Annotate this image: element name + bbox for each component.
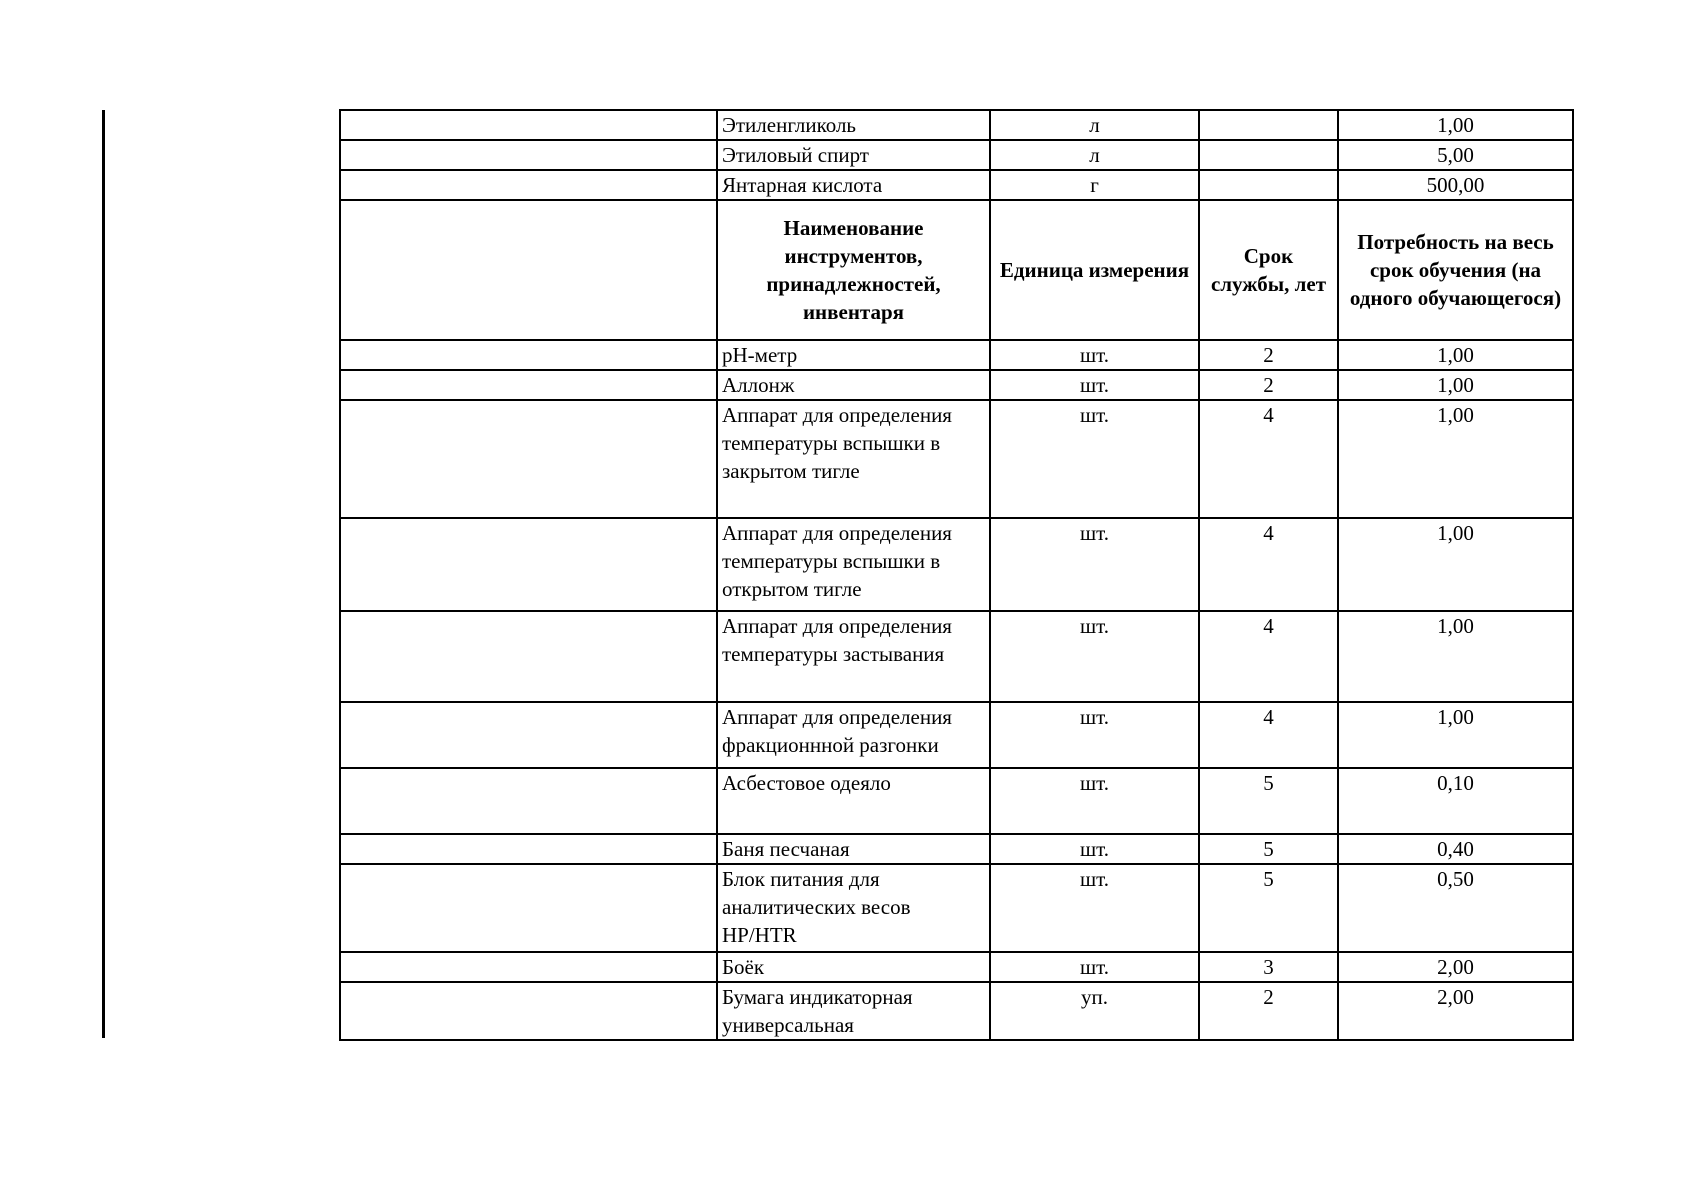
item-name: Этиленгликоль bbox=[717, 110, 990, 140]
empty-cell bbox=[340, 702, 717, 768]
item-unit: шт. bbox=[990, 340, 1199, 370]
item-service-life: 2 bbox=[1199, 340, 1338, 370]
empty-cell bbox=[340, 864, 717, 952]
item-name: Аппарат для определения фракционнной разгонки bbox=[717, 702, 990, 768]
item-service-life bbox=[1199, 110, 1338, 140]
table-row bbox=[340, 611, 1573, 702]
item-unit: л bbox=[990, 110, 1199, 140]
item-quantity: 1,00 bbox=[1338, 370, 1573, 400]
item-quantity: 0,40 bbox=[1338, 834, 1573, 864]
item-service-life: 3 bbox=[1199, 952, 1338, 982]
item-unit: шт. bbox=[990, 768, 1199, 834]
empty-cell bbox=[340, 400, 717, 518]
item-quantity: 1,00 bbox=[1338, 340, 1573, 370]
item-service-life bbox=[1199, 140, 1338, 170]
empty-cell bbox=[340, 982, 717, 1040]
equipment-table bbox=[339, 109, 1574, 1041]
item-unit: шт. bbox=[990, 702, 1199, 768]
item-quantity: 0,50 bbox=[1338, 864, 1573, 952]
item-service-life: 4 bbox=[1199, 702, 1338, 768]
item-name: Этиловый спирт bbox=[717, 140, 990, 170]
item-unit: шт. bbox=[990, 834, 1199, 864]
table-row bbox=[340, 864, 1573, 952]
item-unit: л bbox=[990, 140, 1199, 170]
item-service-life: 4 bbox=[1199, 400, 1338, 518]
item-unit: шт. bbox=[990, 611, 1199, 702]
item-service-life: 5 bbox=[1199, 834, 1338, 864]
table-row bbox=[340, 170, 1573, 200]
item-name: Аппарат для определения температуры вспышки в открытом тигле bbox=[717, 518, 990, 611]
empty-cell bbox=[340, 340, 717, 370]
header-quantity: Потребность на весь срок обучения (на одного обучающегося) bbox=[1338, 200, 1573, 340]
item-service-life: 5 bbox=[1199, 768, 1338, 834]
item-service-life bbox=[1199, 170, 1338, 200]
left-margin-rule bbox=[102, 110, 105, 1038]
item-service-life: 4 bbox=[1199, 518, 1338, 611]
table-row bbox=[340, 702, 1573, 768]
table-row bbox=[340, 982, 1573, 1040]
empty-cell bbox=[340, 200, 717, 340]
table-row bbox=[340, 400, 1573, 518]
item-unit: г bbox=[990, 170, 1199, 200]
table-row bbox=[340, 110, 1573, 140]
item-quantity: 0,10 bbox=[1338, 768, 1573, 834]
item-quantity: 2,00 bbox=[1338, 952, 1573, 982]
item-quantity: 2,00 bbox=[1338, 982, 1573, 1040]
item-unit: шт. bbox=[990, 864, 1199, 952]
item-quantity: 1,00 bbox=[1338, 110, 1573, 140]
empty-cell bbox=[340, 518, 717, 611]
empty-cell bbox=[340, 170, 717, 200]
empty-cell bbox=[340, 952, 717, 982]
item-name: Янтарная кислота bbox=[717, 170, 990, 200]
item-name: Боёк bbox=[717, 952, 990, 982]
item-service-life: 4 bbox=[1199, 611, 1338, 702]
table-row bbox=[340, 518, 1573, 611]
table-row bbox=[340, 370, 1573, 400]
item-unit: шт. bbox=[990, 400, 1199, 518]
item-unit: шт. bbox=[990, 952, 1199, 982]
table-header-row bbox=[340, 200, 1573, 340]
item-quantity: 1,00 bbox=[1338, 702, 1573, 768]
header-unit: Единица измерения bbox=[990, 200, 1199, 340]
empty-cell bbox=[340, 611, 717, 702]
empty-cell bbox=[340, 768, 717, 834]
item-name: Баня песчаная bbox=[717, 834, 990, 864]
empty-cell bbox=[340, 834, 717, 864]
header-name: Наименование инструментов, принадлежностей, инвентаря bbox=[717, 200, 990, 340]
item-quantity: 500,00 bbox=[1338, 170, 1573, 200]
table-row bbox=[340, 140, 1573, 170]
table-row bbox=[340, 952, 1573, 982]
item-name: Блок питания для аналитических весов HP/HTR bbox=[717, 864, 990, 952]
item-quantity: 1,00 bbox=[1338, 518, 1573, 611]
item-name: Асбестовое одеяло bbox=[717, 768, 990, 834]
header-service-life: Срок службы, лет bbox=[1199, 200, 1338, 340]
item-unit: уп. bbox=[990, 982, 1199, 1040]
item-quantity: 5,00 bbox=[1338, 140, 1573, 170]
item-unit: шт. bbox=[990, 370, 1199, 400]
item-service-life: 2 bbox=[1199, 370, 1338, 400]
item-quantity: 1,00 bbox=[1338, 611, 1573, 702]
item-name: Аппарат для определения температуры застывания bbox=[717, 611, 990, 702]
empty-cell bbox=[340, 370, 717, 400]
table-row bbox=[340, 834, 1573, 864]
empty-cell bbox=[340, 110, 717, 140]
item-unit: шт. bbox=[990, 518, 1199, 611]
item-quantity: 1,00 bbox=[1338, 400, 1573, 518]
item-name: Бумага индикаторная универсальная bbox=[717, 982, 990, 1040]
table-row bbox=[340, 340, 1573, 370]
item-name: Аллонж bbox=[717, 370, 990, 400]
empty-cell bbox=[340, 140, 717, 170]
item-service-life: 2 bbox=[1199, 982, 1338, 1040]
item-service-life: 5 bbox=[1199, 864, 1338, 952]
table-row bbox=[340, 768, 1573, 834]
item-name: Аппарат для определения температуры вспышки в закрытом тигле bbox=[717, 400, 990, 518]
item-name: pH-метр bbox=[717, 340, 990, 370]
